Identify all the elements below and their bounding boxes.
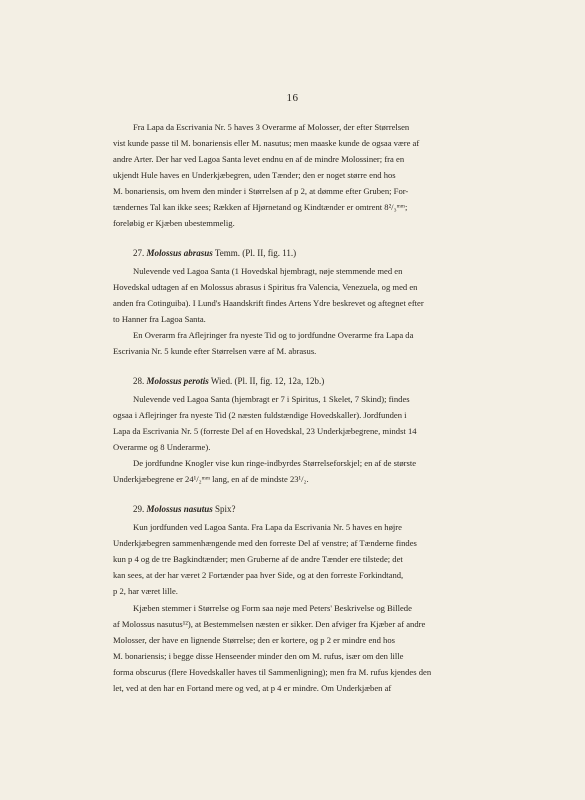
text-line: Escrivania Nr. 5 kunde efter Størrelsen være af M. abrasus. xyxy=(113,346,317,356)
text-line: M. bonariensis; i begge disse Henseender minder den om M. rufus, især om den lille xyxy=(113,651,404,661)
text-line: forma obscurus (flere Hovedskaller haves til Sammenligning); men fra M. rufus kjendes den xyxy=(113,667,432,677)
text-line: vist kunde passe til M. bonariensis eller M. nasutus; men maaske kunde de ogsaa være af xyxy=(113,138,420,148)
species-name: Molossus abrasus xyxy=(146,248,213,258)
text-line: andre Arter. Der har ved Lagoa Santa levet endnu en af de mindre Molossiner; fra en xyxy=(113,154,405,164)
section-heading xyxy=(133,373,525,389)
text-line: ukjendt Hule haves en Underkjæbegren, uden Tænder; den er noget større end hos xyxy=(113,170,396,180)
section-number: 27. xyxy=(133,248,145,258)
text-line: to Hanner fra Lagoa Santa. xyxy=(113,314,206,324)
text-line: Hovedskal udtagen af en Molossus abrasus i Spiritus fra Valencia, Venezuela, og med en xyxy=(113,282,418,292)
text-line: Molosser, der have en lignende Størrelse; den er kortere, og p 2 er mindre end hos xyxy=(113,635,395,645)
text-line: kan sees, at der har været 2 Fortænder paa hver Side, og at den forreste Forkindtand, xyxy=(113,570,404,580)
section-number: 29. xyxy=(133,504,145,514)
text-line: Lapa da Escrivania Nr. 5 (forreste Del af en Hovedskal, 23 Underkjæbegrene, mindst 14 xyxy=(113,426,417,436)
text-line: En Overarm fra Aflejringer fra nyeste Tid og to jordfundne Overarme fra Lapa da xyxy=(133,330,414,340)
text-line: De jordfundne Knogler vise kun ringe-indbyrdes Størrelseforskjel; en af de største xyxy=(133,458,417,468)
text-line: anden fra Cotinguiba). I Lund's Haandskrift findes Artens Ydre beskrevet og aftegnet efter xyxy=(113,298,424,308)
section-number: 28. xyxy=(133,376,145,386)
text-line: ogsaa i Aflejringer fra nyeste Tid (2 næsten fuldstændige Hovedskaller). Jordfunden i xyxy=(113,410,407,420)
page-number: 16 xyxy=(286,92,299,104)
text-line: foreløbig er Kjæben ubestemmelig. xyxy=(113,218,235,228)
text-line: Overarme og 8 Underarme). xyxy=(113,442,211,452)
text-line: af Molossus nasutus¹²), at Bestemmelsen næsten er sikker. Den afviger fra Kjæber af andre xyxy=(113,619,426,629)
heading-rest: Wied. (Pl. II, fig. 12, 12a, 12b.) xyxy=(210,376,325,386)
text-line: Underkjæbegren sammenhængende med den forreste Del af venstre; af Tænderne findes xyxy=(113,538,417,548)
heading-rest: Spix? xyxy=(215,504,236,514)
text-line: let, ved at den har en Fortand mere og ved, at p 4 er mindre. Om Underkjæben af xyxy=(113,683,392,693)
text-line: Fra Lapa da Escrivania Nr. 5 haves 3 Overarme af Molosser, der efter Størrelsen xyxy=(133,122,410,132)
species-name: Molossus perotis xyxy=(146,376,209,386)
text-line: Nulevende ved Lagoa Santa (1 Hovedskal hjembragt, nøje stemmende med en xyxy=(133,266,403,276)
species-name: Molossus nasutus xyxy=(146,504,213,514)
text-line: Kjæben stemmer i Størrelse og Form saa nøje med Peters' Beskrivelse og Billede xyxy=(133,603,412,613)
text-line: Underkjæbegrene er 24¹/₂ᵐᵐ lang, en af de mindste 23¹/₂. xyxy=(113,474,309,484)
text-line: Nulevende ved Lagoa Santa (hjembragt er 7 i Spiritus, 1 Skelet, 7 Skind); findes xyxy=(133,394,410,404)
text-line: M. bonariensis, om hvem den minder i Størrelsen af p 2, at dømme efter Gruben; For- xyxy=(113,186,409,196)
heading-rest: Temm. (Pl. II, fig. 11.) xyxy=(214,248,297,258)
text-line: p 2, har været lille. xyxy=(113,586,178,596)
text-line: kun p 4 og de tre Bagkindtænder; men Gruberne af de andre Tænder ere tilstede; det xyxy=(113,554,403,564)
section-heading xyxy=(133,501,525,517)
section-heading xyxy=(133,245,525,261)
text-line: Kun jordfunden ved Lagoa Santa. Fra Lapa da Escrivania Nr. 5 haves en højre xyxy=(133,522,402,532)
text-line: tændernes Tal kan ikke sees; Rækken af Hjørnetand og Kindtænder er omtrent 8²/₃ᵐᵐ; xyxy=(113,202,408,212)
